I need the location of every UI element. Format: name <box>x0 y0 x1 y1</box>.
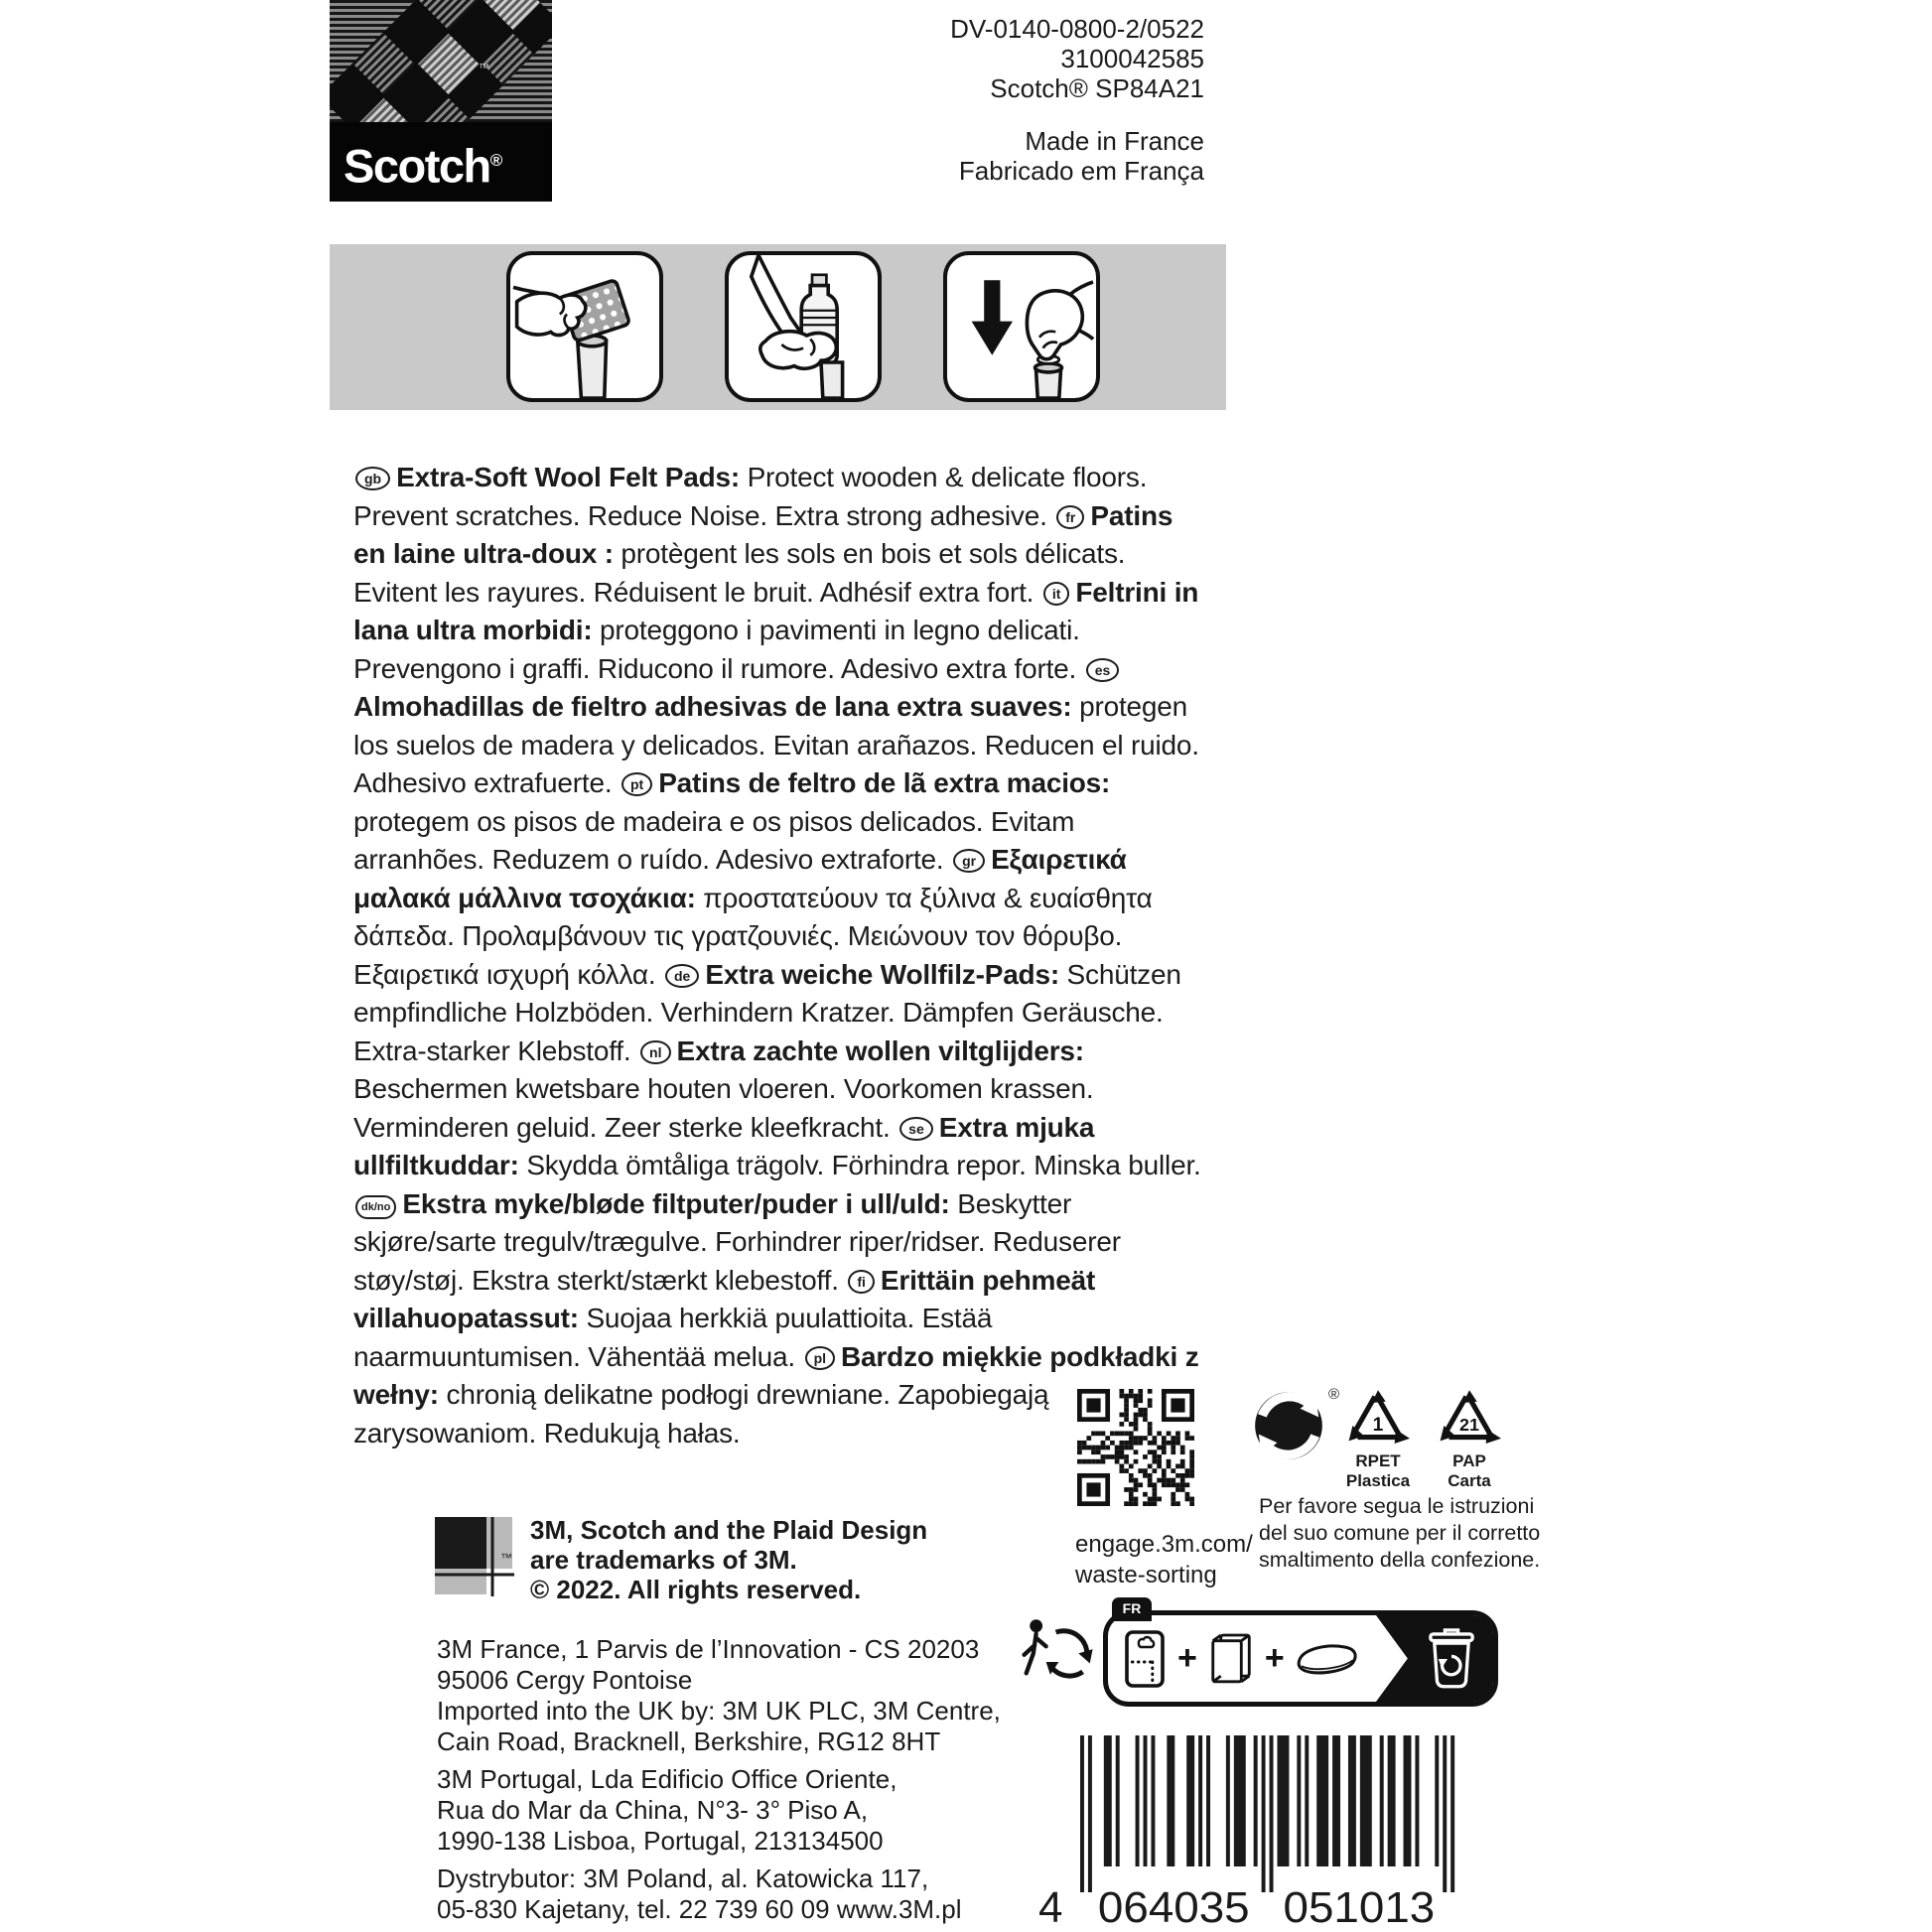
backing-card-icon <box>1122 1629 1168 1689</box>
barcode <box>1033 1735 1509 1926</box>
code-line: Scotch® SP84A21 <box>990 73 1204 103</box>
product-codes <box>950 14 1204 186</box>
svg-text:21: 21 <box>1459 1415 1479 1436</box>
lang-badge-gb: gb <box>355 467 390 490</box>
description-heading: Bardzo miękkie podkładki z wełny: <box>353 1340 1199 1410</box>
address-group <box>437 1863 1013 1925</box>
address-line: 95006 Cergy Pontoise <box>437 1665 693 1695</box>
qr-caption-line: engage.3m.com/ <box>1075 1531 1253 1558</box>
address-line: 05-830 Kajetany, tel. 22 739 60 09 www.3M.pl <box>437 1894 962 1924</box>
plaid-tm-mark: ™ <box>479 63 489 74</box>
press-pad-down-icon <box>947 255 1096 398</box>
plus-sign: + <box>1177 1639 1197 1677</box>
address-line: Rua do Mar da China, N°3- 3° Piso A, <box>437 1795 869 1825</box>
recycle-plastic-1-icon <box>1346 1390 1410 1448</box>
trademark-line: © 2022. All rights reserved. <box>530 1575 862 1604</box>
lang-badge-de: de <box>665 964 699 988</box>
clean-surface-with-pad-sheet-icon <box>510 255 659 398</box>
blister-window-icon <box>1207 1629 1255 1689</box>
description-heading: Extra weiche Wollfilz-Pads: <box>705 958 1067 990</box>
qr-caption <box>1075 1529 1253 1590</box>
recycle-paper-21-icon <box>1438 1390 1501 1448</box>
plaid-pattern-icon <box>330 0 552 122</box>
plaid-tm-mark: ™ <box>500 1551 512 1565</box>
barcode-digits: 4 <box>1038 1883 1063 1926</box>
recycle-note-line: del suo comune per il corretto <box>1259 1521 1541 1545</box>
description-heading: Ekstra myke/bløde filtputer/puder i ull/uld: <box>402 1187 958 1219</box>
barcode-digits: 051013 <box>1283 1883 1436 1926</box>
lang-badge-pl: pl <box>805 1346 835 1370</box>
description-heading: Erittäin pehmeät villahuopatassut: <box>353 1264 1096 1333</box>
lang-badge-nl: nl <box>640 1040 670 1064</box>
scotch-logo <box>330 0 552 202</box>
recycle-bin-icon <box>1424 1626 1479 1692</box>
address-group <box>437 1764 1013 1857</box>
address-line: 1990-138 Lisboa, Portugal, 213134500 <box>437 1826 884 1856</box>
description-heading: Εξαιρετικά μαλακά μάλλινα τσοχάκια: <box>353 844 1127 913</box>
lang-badge-fi: fi <box>848 1270 875 1294</box>
code-line: 3100042585 <box>1060 44 1204 73</box>
triman-icon <box>1021 1616 1094 1688</box>
product-description: gb Extra-Soft Wool Felt Pads: Protect wooden & delicate floors. Prevent scratches. Reduce Noise. Extra strong adhesive. fr Patins en laine ultra-doux : protègent les sols en bois et sols délicats. Evitent les rayures. Réduisent le bruit. Adhésif extra fort. it Feltrini in lana ultra morbidi: proteggono i pavimenti in legno delicati. Prevengono i graffi. Riducono il rumore. Adesivo extra forte. esAlmohadillas de fieltro adhesivas de lana extra suaves: protegen los suelos de madera y delicados. Evitan arañazos. Reducen el ruido. Adhesivo extrafuerte. pt Patins de feltro de lã extra macios: protegem os pisos de madeira e os pisos delicados. Evitam arranhões. Reduzem o ruído. Adesivo extraforte. gr Εξαιρετικά μαλακά μάλλινα τσοχάκια: προστατεύουν τα ξύλινα & ευαίσθητα δάπεδα. Προλαμβάνουν τις γρατζουνιές. Μειώνουν τον θόρυβο. Εξαιρετικά ισχυρή κόλλα. de Extra weiche Wollfilz-Pads: Schützen empfindliche Holzböden. Verhindern Kratzer. Dämpfen Geräusche. Extra-starker Klebstoff. nl Extra zachte wollen viltglijders: Beschermen kwetsbare houten vloeren. Voorkomen krassen. Verminderen geluid. Zeer sterke kleefkracht. se Extra mjuka ullfiltkuddar: Skydda ömtåliga trägolv. Förhindra repor. Minska buller. dk/no Ekstra myke/bløde filtputer/puder i ull/uld: Beskytter skjøre/sarte tregulv/trægulve. Forhindrer riper/ridser. Reduserer støy/støj. Ekstra sterkt/stærkt klebestoff. fi Erittäin pehmeät villahuopatassut: Suojaa herkkiä puulattioita. Estää naarmuuntumisen. Vähentää melua. pl Bardzo miękkie podkładki z wełny: chronią delikatne podłogi drewniane. Zapobiegają zarysowaniom. Redukują hałas. <box>353 462 1201 1449</box>
instruction-card-2 <box>725 251 882 402</box>
description-heading: Feltrini in lana ultra morbidi: <box>353 576 1199 645</box>
wipe-leg-with-cloth-and-bottle-icon <box>729 255 878 398</box>
instruction-banner <box>330 244 1226 410</box>
lang-badge-dk-no: dk/no <box>355 1195 396 1219</box>
description-heading: Patins de feltro de lã extra macios: <box>658 767 1111 798</box>
sorting-banner <box>1103 1600 1498 1707</box>
description-heading: Almohadillas de fieltro adhesivas de lana extra suaves: <box>353 691 1080 722</box>
svg-text:1: 1 <box>1372 1415 1384 1437</box>
address-line: Dystrybutor: 3M Poland, al. Katowicka 117, <box>437 1863 929 1893</box>
lang-badge-se: se <box>899 1117 933 1141</box>
address-line: 3M France, 1 Parvis de l’Innovation - CS 20203 <box>437 1634 980 1664</box>
description-heading: Extra-Soft Wool Felt Pads: <box>396 462 748 492</box>
felt-pad-icon <box>1295 1639 1360 1679</box>
barcode-digits: 064035 <box>1097 1883 1250 1926</box>
recycle-paper-label: PAP Carta <box>1448 1451 1491 1490</box>
description-heading: Extra mjuka ullfiltkuddar: <box>353 1111 1095 1180</box>
code-lines <box>950 14 1204 103</box>
address-line: 3M Portugal, Lda Edificio Office Oriente, <box>437 1764 897 1794</box>
code-line: DV-0140-0800-2/0522 <box>950 14 1204 44</box>
address-line: Cain Road, Bracknell, Berkshire, RG12 8HT <box>437 1726 941 1756</box>
instruction-card-3 <box>943 251 1100 402</box>
trademark-line: are trademarks of 3M. <box>530 1545 797 1575</box>
origin-line: Made in France <box>1025 126 1204 156</box>
recycle-note-line: Per favore segua le istruzioni <box>1259 1494 1535 1518</box>
green-dot-registered-mark: ® <box>1328 1386 1340 1403</box>
lang-badge-pt: pt <box>621 772 652 796</box>
address-block <box>437 1634 1013 1932</box>
origin-line: Fabricado em França <box>958 156 1204 186</box>
instruction-card-1 <box>506 251 663 402</box>
recycle-note <box>1259 1493 1557 1574</box>
origin-lines <box>950 126 1204 186</box>
description-heading: Patins en laine ultra-doux : <box>353 499 1173 569</box>
scotch-wordmark: Scotch® <box>330 122 552 202</box>
qr-code <box>1077 1389 1194 1506</box>
recycle-note-line: smaltimento della confezione. <box>1259 1548 1541 1572</box>
qr-caption-line: waste-sorting <box>1075 1562 1217 1588</box>
lang-badge-es: es <box>1086 658 1120 682</box>
trademark-text <box>530 1515 957 1604</box>
description-heading: Extra zachte wollen viltglijders: <box>676 1035 1084 1066</box>
green-dot-icon <box>1253 1390 1324 1461</box>
plus-sign: + <box>1264 1639 1285 1677</box>
trademark-line: 3M, Scotch and the Plaid Design <box>530 1515 928 1545</box>
address-group <box>437 1634 1013 1757</box>
lang-badge-fr: fr <box>1056 505 1084 529</box>
lang-badge-gr: gr <box>953 849 985 873</box>
country-tab: FR <box>1112 1597 1152 1621</box>
lang-badge-it: it <box>1043 582 1070 606</box>
address-line: Imported into the UK by: 3M UK PLC, 3M Centre, <box>437 1696 1001 1725</box>
recycle-plastic-label: RPET Plastica <box>1345 1451 1411 1490</box>
